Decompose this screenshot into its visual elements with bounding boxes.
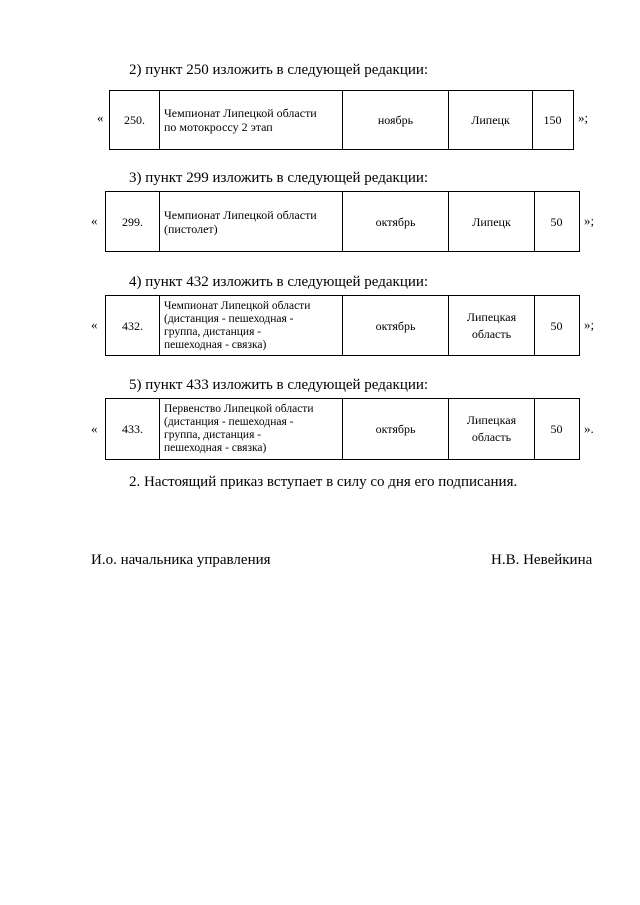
participant-count: 150 (543, 113, 562, 127)
item-number: 299. (106, 192, 160, 251)
event-month: октябрь (343, 192, 449, 251)
participant-count: 50 (550, 422, 563, 436)
open-quote: « (91, 421, 98, 436)
amendment-heading-432: 4) пункт 432 изложить в следующей редакции: (129, 274, 429, 290)
item-number: 433. (106, 399, 160, 459)
open-quote: « (91, 317, 98, 332)
amendment-heading-250: 2) пункт 250 изложить в следующей редакции: (129, 62, 429, 78)
close-quote: »; (584, 213, 595, 228)
table-row-432 (105, 295, 580, 356)
table-row-250 (109, 90, 574, 150)
effective-date-paragraph: 2. Настоящий приказ вступает в силу со дня его подписания. (129, 474, 518, 490)
event-name: Чемпионат Липецкой области (пистолет) (160, 192, 343, 251)
event-month: ноябрь (343, 91, 449, 149)
amendment-heading-433: 5) пункт 433 изложить в следующей редакции: (129, 377, 429, 393)
amendment-heading-299: 3) пункт 299 изложить в следующей редакции: (129, 170, 429, 186)
signatory-name: Н.В. Невейкина (491, 552, 593, 568)
open-quote: « (91, 213, 98, 228)
table-row-433 (105, 398, 580, 460)
event-place: Липецк (449, 192, 535, 251)
close-quote: »; (584, 317, 595, 332)
item-number: 432. (106, 296, 160, 355)
participant-count: 50 (550, 318, 563, 333)
signatory-position: И.о. начальника управления (91, 552, 271, 568)
table-row-299 (105, 191, 580, 252)
item-number: 250. (110, 91, 160, 149)
event-month: октябрь (343, 399, 449, 459)
event-name: Чемпионат Липецкой области по мотокроссу 2 этап (160, 91, 343, 149)
event-month: октябрь (343, 296, 449, 355)
event-name: Первенство Липецкой области (дистанция - пешеходная - группа, дистанция - пешеходная - связка) (160, 399, 343, 459)
event-place: Липецкая область (449, 296, 535, 355)
close-quote: ». (584, 421, 594, 436)
participant-count: 50 (550, 214, 563, 229)
close-quote: »; (578, 110, 589, 125)
event-name: Чемпионат Липецкой области (дистанция - пешеходная - группа, дистанция - пешеходная - связка) (160, 296, 343, 355)
event-place: Липецкая область (449, 399, 535, 459)
event-place: Липецк (449, 91, 533, 149)
open-quote: « (97, 110, 104, 125)
